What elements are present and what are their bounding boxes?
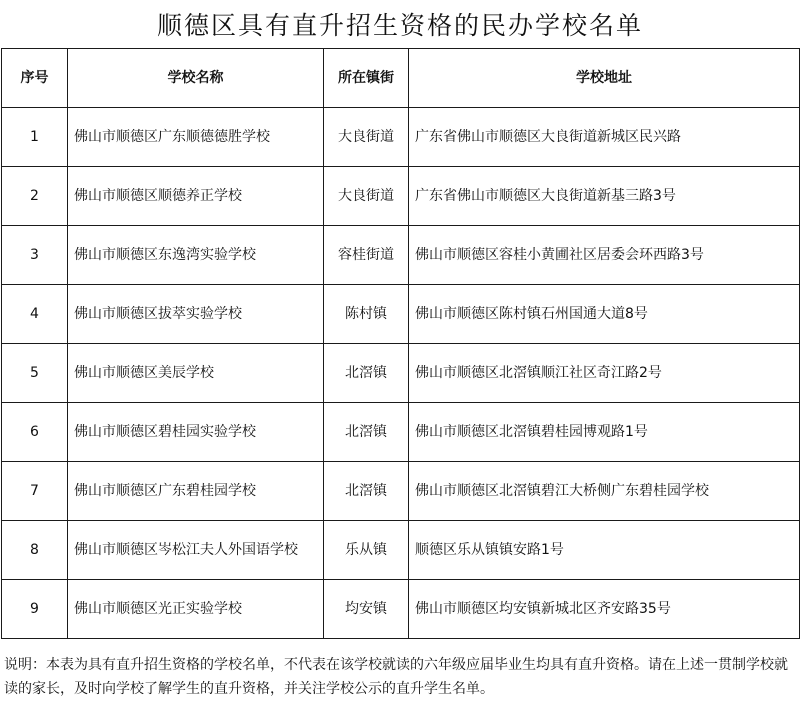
- row-index: 8: [2, 521, 68, 580]
- row-index: 7: [2, 462, 68, 521]
- town-name: 均安镇: [324, 580, 409, 639]
- footnote: 说明：本表为具有直升招生资格的学校名单，不代表在该学校就读的六年级应届毕业生均具有直升资格。请在上述一贯制学校就读的家长，及时向学校了解学生的直升资格，并关注学校公示的直升学生名单。: [4, 657, 788, 697]
- row-index: 3: [2, 226, 68, 285]
- school-address: 顺德区乐从镇镇安路1号: [409, 521, 800, 580]
- table-header-row: [2, 49, 800, 108]
- school-name: 佛山市顺德区拔萃实验学校: [68, 285, 324, 344]
- table-row: [2, 167, 800, 226]
- header-address: 学校地址: [409, 49, 800, 108]
- school-address: 广东省佛山市顺德区大良街道新城区民兴路: [409, 108, 800, 167]
- school-address: 佛山市顺德区北滘镇碧江大桥侧广东碧桂园学校: [409, 462, 800, 521]
- town-name: 乐从镇: [324, 521, 409, 580]
- table-row: [2, 403, 800, 462]
- header-index: 序号: [2, 49, 68, 108]
- school-address: 佛山市顺德区均安镇新城北区齐安路35号: [409, 580, 800, 639]
- school-name: 佛山市顺德区广东顺德德胜学校: [68, 108, 324, 167]
- page-title: 顺德区具有直升招生资格的民办学校名单: [156, 11, 643, 40]
- school-address: 佛山市顺德区陈村镇石州国通大道8号: [409, 285, 800, 344]
- school-name: 佛山市顺德区光正实验学校: [68, 580, 324, 639]
- table-row: [2, 344, 800, 403]
- row-index: 1: [2, 108, 68, 167]
- table-row: [2, 521, 800, 580]
- town-name: 北滘镇: [324, 462, 409, 521]
- town-name: 陈村镇: [324, 285, 409, 344]
- school-address: 佛山市顺德区北滘镇顺江社区奇江路2号: [409, 344, 800, 403]
- row-index: 4: [2, 285, 68, 344]
- row-index: 9: [2, 580, 68, 639]
- header-town: 所在镇街: [324, 49, 409, 108]
- row-index: 5: [2, 344, 68, 403]
- school-table: [1, 48, 800, 639]
- school-name: 佛山市顺德区广东碧桂园学校: [68, 462, 324, 521]
- school-name: 佛山市顺德区顺德养正学校: [68, 167, 324, 226]
- row-index: 2: [2, 167, 68, 226]
- table-row: [2, 285, 800, 344]
- town-name: 北滘镇: [324, 403, 409, 462]
- table-row: [2, 226, 800, 285]
- school-address: 佛山市顺德区北滘镇碧桂园博观路1号: [409, 403, 800, 462]
- town-name: 大良街道: [324, 167, 409, 226]
- table-row: [2, 462, 800, 521]
- school-name: 佛山市顺德区岑松江夫人外国语学校: [68, 521, 324, 580]
- school-name: 佛山市顺德区东逸湾实验学校: [68, 226, 324, 285]
- header-school: 学校名称: [68, 49, 324, 108]
- school-name: 佛山市顺德区美辰学校: [68, 344, 324, 403]
- school-address: 广东省佛山市顺德区大良街道新基三路3号: [409, 167, 800, 226]
- table-row: [2, 580, 800, 639]
- town-name: 大良街道: [324, 108, 409, 167]
- town-name: 容桂街道: [324, 226, 409, 285]
- table-row: [2, 108, 800, 167]
- school-address: 佛山市顺德区容桂小黄圃社区居委会环西路3号: [409, 226, 800, 285]
- row-index: 6: [2, 403, 68, 462]
- town-name: 北滘镇: [324, 344, 409, 403]
- school-name: 佛山市顺德区碧桂园实验学校: [68, 403, 324, 462]
